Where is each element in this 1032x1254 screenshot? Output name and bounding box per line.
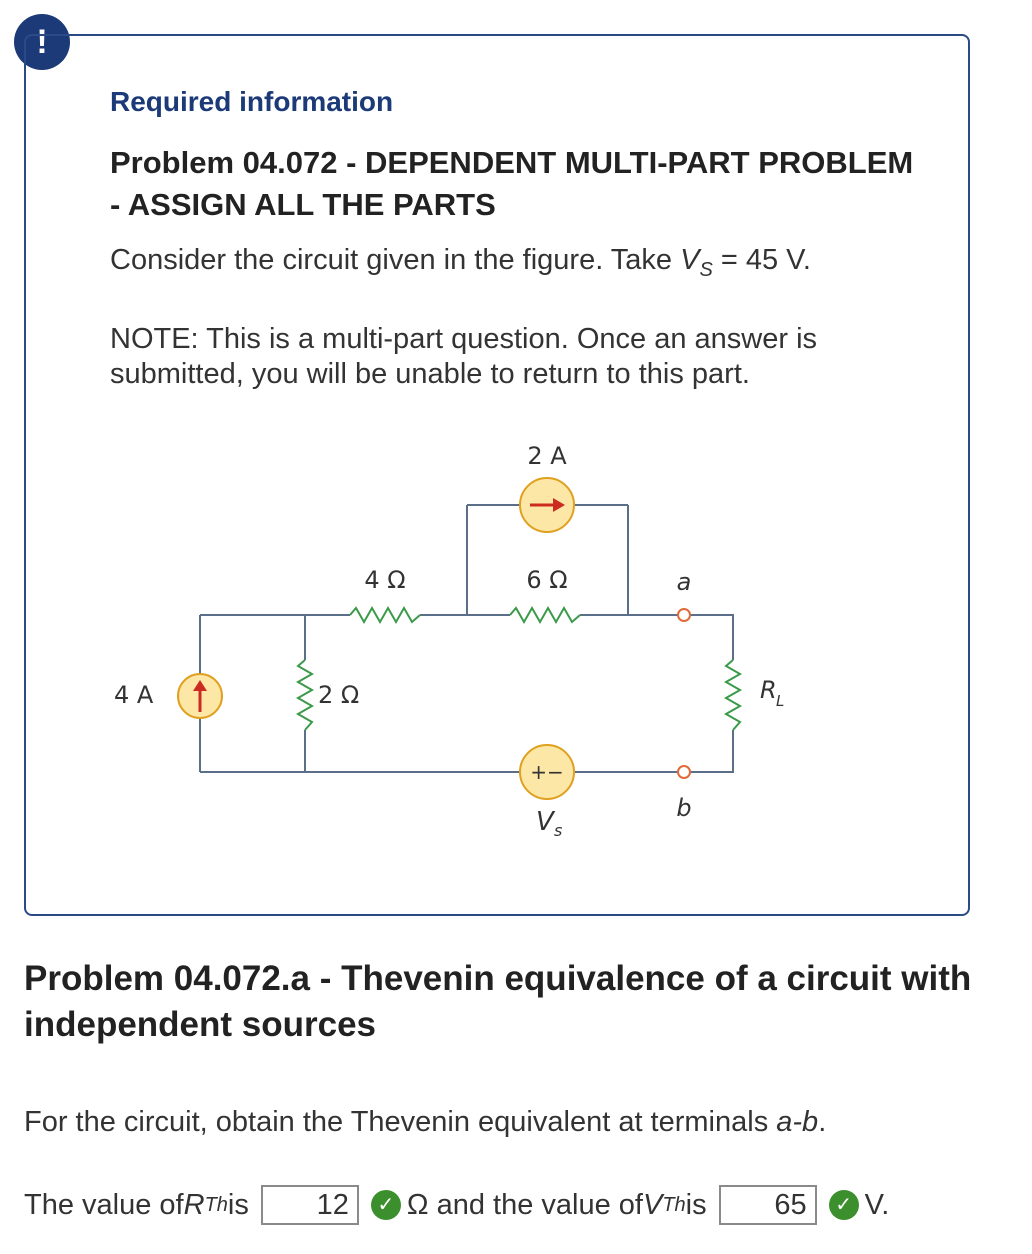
label-4a: 4 A [114, 681, 154, 709]
resistor-6ohm [510, 608, 580, 622]
part-a-instruction: For the circuit, obtain the Thevenin equivalent at terminals a-b. [24, 1106, 827, 1138]
label-plusminus: +− [530, 760, 564, 784]
answer-line: The value of R Th is 12 ✓ Ω and the value of V Th is 65 ✓ V. [24, 1182, 1032, 1228]
label-6ohm: 6 Ω [526, 566, 568, 594]
label-4ohm: 4 Ω [364, 566, 406, 594]
label-vs: V [536, 807, 554, 837]
label-rl-sub: L [776, 692, 785, 710]
label-a: a [676, 568, 692, 596]
label-rl: R [760, 676, 777, 704]
problem-title: Problem 04.072 - DEPENDENT MULTI-PART PROBLEM - ASSIGN ALL THE PARTS [110, 145, 914, 222]
consider-text: Consider the circuit given in the figure. Take $V_S = 45$ V. [110, 244, 811, 281]
current-source-4a [178, 674, 222, 718]
terminal-b [678, 766, 690, 778]
label-vs-sub: s [554, 821, 563, 840]
label-2a: 2 A [527, 442, 567, 470]
vth-correct-check-icon: ✓ [829, 1190, 859, 1220]
resistor-4ohm [350, 608, 420, 622]
circuit-diagram [100, 430, 800, 860]
alert-icon: ! [14, 14, 70, 70]
current-source-2a [520, 478, 574, 532]
rth-correct-check-icon: ✓ [371, 1190, 401, 1220]
rth-answer-field[interactable]: 12 [261, 1185, 359, 1225]
note-text: NOTE: This is a multi-part question. Once an answer is submitted, you will be unable to return to this part. [110, 323, 818, 390]
resistor-rl [726, 660, 740, 730]
terminal-a [678, 609, 690, 621]
part-a-title: Problem 04.072.a - Thevenin equivalence of a circuit with independent sources [24, 959, 972, 1044]
label-b: b [676, 794, 692, 822]
label-2ohm: 2 Ω [318, 681, 360, 709]
vth-answer-field[interactable]: 65 [719, 1185, 817, 1225]
required-info-heading: Required information [110, 86, 394, 117]
resistor-2ohm [298, 660, 312, 730]
